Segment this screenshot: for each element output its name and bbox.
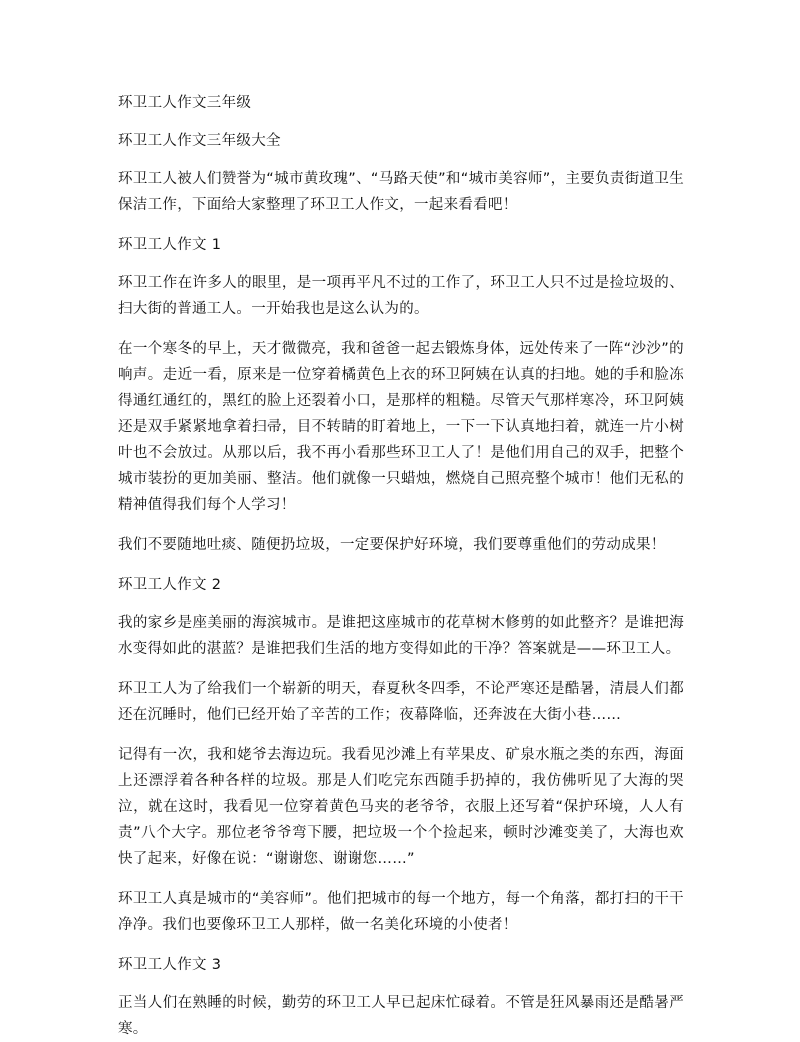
essay-1-paragraph-1: 环卫工作在许多人的眼里，是一项再平凡不过的工作了，环卫工人只不过是捡垃圾的、扫大街的普通工人。一开始我也是这么认为的。 (118, 275, 684, 317)
essay-2-heading: 环卫工人作文 2 (118, 577, 222, 593)
document-page (118, 90, 684, 1042)
doc-title: 环卫工人作文三年级 (118, 95, 252, 111)
essay-1-heading: 环卫工人作文 1 (118, 237, 222, 253)
essay-2-paragraph-2: 环卫工人为了给我们一个崭新的明天，春夏秋冬四季，不论严寒还是酷暑，清晨人们都还在沉睡时，他们已经开始了辛苦的工作；夜幕降临，还奔波在大街小巷…… (118, 681, 684, 723)
essay-1-paragraph-3: 我们不要随地吐痰、随便扔垃圾，一定要保护好环境，我们要尊重他们的劳动成果！ (118, 537, 666, 553)
intro-paragraph: 环卫工人被人们赞誉为“城市黄玫瑰”、“马路天使”和“城市美容师”，主要负责街道卫生保洁工作，下面给大家整理了环卫工人作文，一起来看看吧！ (118, 171, 684, 213)
essay-3-heading: 环卫工人作文 3 (118, 957, 222, 973)
essay-2-paragraph-4: 环卫工人真是城市的“美容师”。他们把城市的每一个地方，每一个角落，都打扫的干干净净。我们也要像环卫工人那样，做一名美化环境的小使者！ (118, 891, 684, 933)
essay-2-paragraph-1: 我的家乡是座美丽的海滨城市。是谁把这座城市的花草树木修剪的如此整齐？是谁把海水变得如此的湛蓝？是谁把我们生活的地方变得如此的干净？答案就是——环卫工人。 (118, 615, 684, 657)
essay-3-paragraph-1: 正当人们在熟睡的时候，勤劳的环卫工人早已起床忙碌着。不管是狂风暴雨还是酷暑严寒。 (118, 995, 684, 1037)
essay-1-paragraph-2: 在一个寒冬的早上，天才微微亮，我和爸爸一起去锻炼身体，远处传来了一阵“沙沙”的响声。走近一看，原来是一位穿着橘黄色上衣的环卫阿姨在认真的扫地。她的手和脸冻得通红通红的，黑红的脸上还裂着小口，是那样的粗糙。尽管天气那样寒冷，环卫阿姨还是双手紧紧地拿着扫帚，目不转睛的盯着地上，一下一下认真地扫着，就连一片小树叶也不会放过。从那以后，我不再小看那些环卫工人了！是他们用自己的双手，把整个城市装扮的更加美丽、整洁。他们就像一只蜡烛，燃烧自己照亮整个城市！他们无私的精神值得我们每个人学习！ (118, 341, 684, 513)
doc-subtitle: 环卫工人作文三年级大全 (118, 133, 281, 149)
essay-2-paragraph-3: 记得有一次，我和姥爷去海边玩。我看见沙滩上有苹果皮、矿泉水瓶之类的东西，海面上还漂浮着各种各样的垃圾。那是人们吃完东西随手扔掉的，我仿佛听见了大海的哭泣，就在这时，我看见一位穿着黄色马夹的老爷爷，衣服上还写着“保护环境，人人有责”八个大字。那位老爷爷弯下腰，把垃圾一个个捡起来，顿时沙滩变美了，大海也欢快了起来，好像在说：“谢谢您、谢谢您……” (118, 747, 684, 867)
